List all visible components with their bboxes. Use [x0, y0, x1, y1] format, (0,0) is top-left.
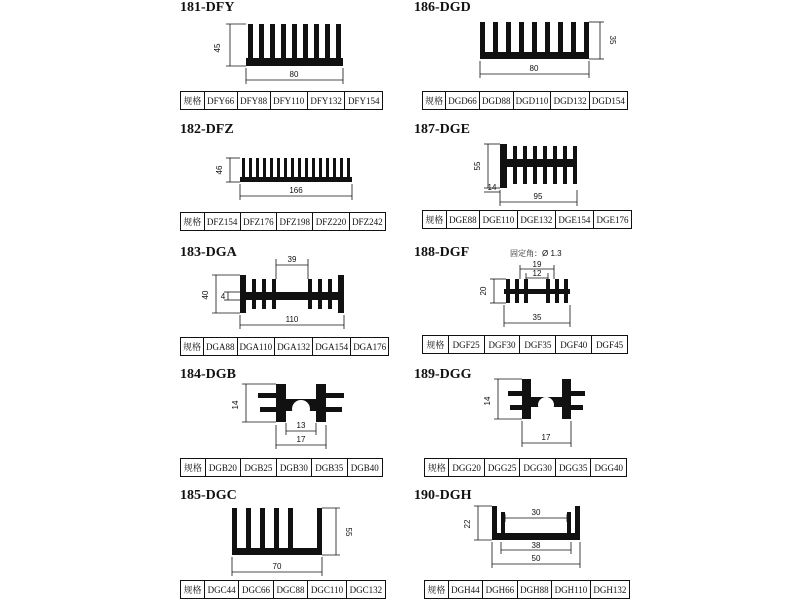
spec-table	[180, 91, 383, 110]
table-row	[181, 459, 383, 477]
table-row	[425, 459, 627, 477]
dim-height: 35	[608, 35, 617, 45]
spec-label: 规格	[181, 338, 204, 356]
model-cell: DGE154	[555, 211, 593, 229]
model-cell: DGB30	[276, 459, 311, 477]
spec-label: 规格	[425, 581, 449, 599]
dim-inner: 13	[296, 421, 306, 430]
model-cell: DFY110	[270, 92, 307, 110]
model-cell: DGB20	[205, 459, 240, 477]
model-cell: DGH66	[483, 581, 517, 599]
heatsink-drawing-dgh	[414, 488, 644, 580]
table-row	[423, 211, 632, 229]
section-title: 188-DGF	[414, 245, 470, 260]
dim-width: 17	[296, 435, 306, 444]
model-cell: DGD66	[446, 92, 480, 110]
dim-height: 55	[473, 161, 482, 171]
spec-table	[180, 212, 386, 231]
section-title: 182-DFZ	[180, 122, 234, 137]
spec-label: 规格	[423, 211, 447, 229]
dim-base: 4	[220, 292, 226, 301]
model-cell: DGG20	[449, 459, 485, 477]
model-cell: DGD88	[479, 92, 513, 110]
section-185-dgc	[180, 488, 410, 603]
model-cell: DGH44	[448, 581, 482, 599]
heatsink-drawing-dge	[414, 122, 644, 212]
model-cell: DGD154	[589, 92, 627, 110]
model-cell: DGF40	[556, 336, 592, 354]
dim-width: 95	[533, 192, 543, 201]
spec-label: 规格	[181, 213, 205, 231]
table-row	[425, 581, 630, 599]
dim-inner-gap: 12	[532, 269, 542, 278]
model-cell: DGE176	[593, 211, 631, 229]
model-cell: DGF35	[520, 336, 556, 354]
model-cell: DFY132	[307, 92, 345, 110]
dim-height: 22	[463, 519, 472, 529]
section-186-dgd	[414, 0, 644, 115]
heatsink-drawing-dga	[180, 245, 410, 335]
dim-height: 45	[213, 43, 222, 53]
table-row	[181, 213, 386, 231]
model-cell: DGG40	[591, 459, 627, 477]
model-cell: DGE132	[517, 211, 555, 229]
dim-height: 55	[344, 527, 353, 537]
dim-width: 35	[532, 313, 542, 322]
spec-label: 规格	[181, 581, 205, 599]
model-cell: DGB25	[241, 459, 276, 477]
section-title: 185-DGC	[180, 488, 237, 503]
heatsink-drawing-dgd	[414, 0, 644, 90]
dim-height: 40	[201, 290, 210, 300]
section-181-dfy	[180, 0, 410, 115]
model-cell: DGC44	[204, 581, 238, 599]
dim-width: 80	[289, 70, 299, 79]
model-cell: DGG35	[555, 459, 591, 477]
model-cell: DGH88	[517, 581, 551, 599]
heatsink-drawing-dgb	[180, 367, 410, 457]
model-cell: DGG25	[484, 459, 520, 477]
table-row	[423, 336, 628, 354]
model-cell: DGB40	[347, 459, 382, 477]
spec-label: 规格	[423, 336, 449, 354]
spec-table	[180, 580, 386, 599]
dim-outer-gap: 19	[532, 260, 542, 269]
model-cell: DFZ198	[277, 213, 313, 231]
section-title: 183-DGA	[180, 245, 237, 260]
model-cell: DGD132	[551, 92, 589, 110]
dim-width: 50	[531, 554, 541, 563]
model-cell: DGF30	[484, 336, 520, 354]
spec-table	[424, 458, 627, 477]
model-cell: DGC132	[346, 581, 385, 599]
section-title: 186-DGD	[414, 0, 471, 15]
dim-height: 46	[215, 165, 224, 175]
spec-table	[424, 580, 630, 599]
table-row	[181, 338, 389, 356]
model-cell: DGE88	[446, 211, 479, 229]
spec-table	[180, 458, 383, 477]
dim-width: 80	[529, 64, 539, 73]
spec-table	[422, 210, 632, 229]
section-188-dgf	[414, 245, 644, 360]
section-184-dgb	[180, 367, 410, 482]
dim-width: 110	[285, 315, 299, 324]
model-cell: DGC66	[239, 581, 273, 599]
model-cell: DGH132	[590, 581, 629, 599]
section-title: 189-DGG	[414, 367, 472, 382]
dim-width: 17	[541, 433, 551, 442]
dim-width: 70	[272, 562, 282, 571]
section-title: 190-DGH	[414, 488, 472, 503]
heatsink-drawing-dgg	[414, 367, 644, 457]
model-cell: DFY66	[204, 92, 237, 110]
table-row	[423, 92, 628, 110]
spec-label: 规格	[181, 459, 206, 477]
model-cell: DGF45	[592, 336, 628, 354]
mount-hole-note: 固定角：Ø 1.3	[510, 249, 562, 258]
section-189-dgg	[414, 367, 644, 482]
table-row	[181, 581, 386, 599]
spec-label: 规格	[181, 92, 205, 110]
dim-height: 20	[479, 286, 488, 296]
heatsink-drawing-dgc	[180, 488, 410, 580]
model-cell: DFZ220	[313, 213, 349, 231]
dim-base: 14	[487, 183, 497, 192]
model-cell: DFZ154	[204, 213, 240, 231]
heatsink-drawing-dfz	[180, 122, 410, 212]
section-title: 181-DFY	[180, 0, 235, 15]
dim-width: 166	[289, 186, 303, 195]
section-title: 187-DGE	[414, 122, 470, 137]
spec-table	[180, 337, 389, 356]
model-cell: DGC110	[308, 581, 347, 599]
dim-height: 14	[231, 400, 240, 410]
model-cell: DFY88	[237, 92, 270, 110]
heatsink-drawing-dgf	[414, 245, 644, 335]
section-187-dge	[414, 122, 644, 237]
model-cell: DGE110	[480, 211, 518, 229]
model-cell: DGA154	[313, 338, 351, 356]
model-cell: DGH110	[552, 581, 591, 599]
model-cell: DGA88	[204, 338, 238, 356]
model-cell: DGG30	[520, 459, 556, 477]
dim-height: 14	[483, 396, 492, 406]
section-182-dfz	[180, 122, 410, 237]
model-cell: DFY154	[345, 92, 383, 110]
model-cell: DGD110	[513, 92, 551, 110]
dim-mid: 38	[531, 541, 541, 550]
model-cell: DGA110	[237, 338, 275, 356]
model-cell: DGA132	[275, 338, 313, 356]
spec-label: 规格	[423, 92, 446, 110]
section-183-dga	[180, 245, 410, 360]
dim-inner: 30	[531, 508, 541, 517]
table-row	[181, 92, 383, 110]
section-190-dgh	[414, 488, 644, 603]
model-cell: DGF25	[448, 336, 484, 354]
model-cell: DFZ242	[349, 213, 385, 231]
model-cell: DGA176	[351, 338, 389, 356]
section-title: 184-DGB	[180, 367, 236, 382]
heatsink-drawing-dfy	[180, 0, 410, 90]
dim-gap: 39	[287, 255, 297, 264]
spec-table	[422, 335, 628, 354]
model-cell: DGC88	[273, 581, 307, 599]
spec-table	[422, 91, 628, 110]
spec-label: 规格	[425, 459, 449, 477]
model-cell: DGB35	[312, 459, 347, 477]
model-cell: DFZ176	[240, 213, 276, 231]
